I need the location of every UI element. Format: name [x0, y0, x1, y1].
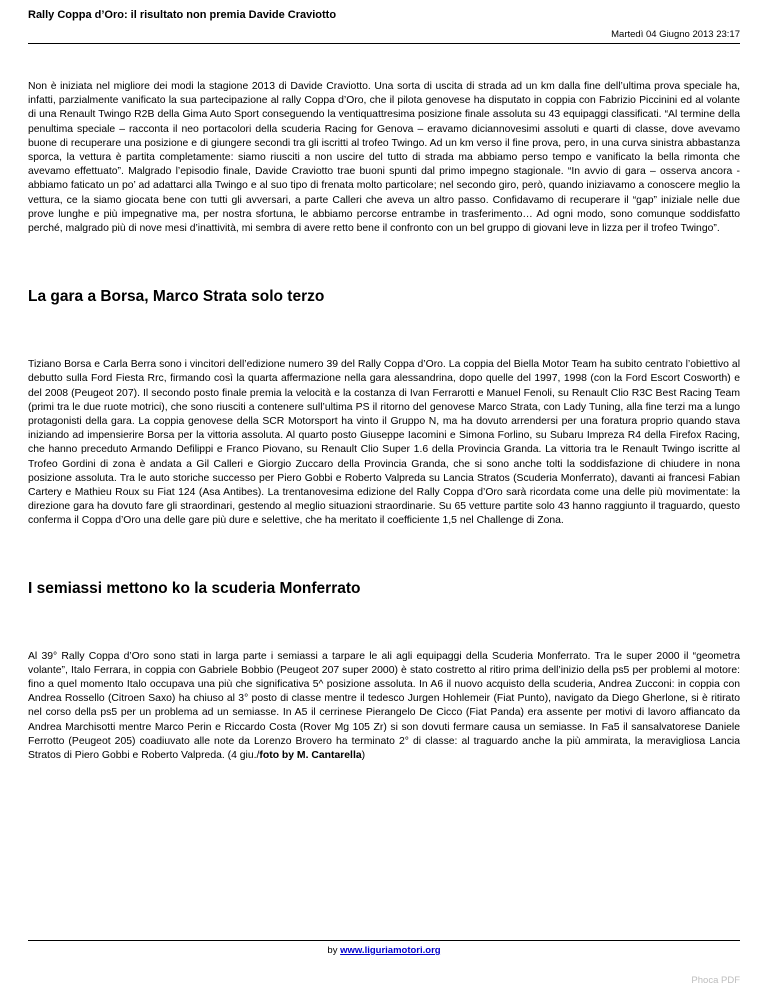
closing-paren: ) — [361, 750, 366, 762]
page-title: Rally Coppa d’Oro: il risultato non premia Davide Craviotto — [28, 9, 337, 21]
phoca-pdf-brand: Phoca PDF — [691, 975, 740, 986]
intro-paragraph: Non è iniziata nel migliore dei modi la stagione 2013 di Davide Craviotto. Una sorta di uscita di strada ad un km dalla fine dell’ultima prova speciale ha, infatti, parzialmente vanificato la sua partecipazione al rally Coppa d’Oro, che il pilota genovese ha disputato in coppia con Fabrizio Piccinini ed al volante di una Renault Twingo R2B della Gima Auto Sport conseguendo la ventiquattresima posizione finale assoluta su 43 equipaggi classificati. “Al termine della penultima speciale – racconta il neo portacolori della scuderia Racing for Genova – eravamo diciannovesimi assoluti e quarti di classe, dove avevamo buone di recuperare una posizione e di giungere secondi tra gli iscritti al trofeo Twingo. Ad un km verso il fine prova, pero, in una curva sinistra abbastanza sporca, la vettura è partita completamente: siamo riusciti a non uscire del tutto di strada ma abbiamo perso tempo e vanificato la bella rimonta che avevamo effettuato”. Malgrado l’episodio finale, Davide Craviotto trae buoni spunti dal primo impegno stagionale. “In avvio di gara – osserva ancora - abbiamo faticato un po’ ad adattarci alla Twingo e al suo tipo di frenata molto particolare; nel secondo giro, però, quando iniziavamo a conoscere meglio la vettura, ce la siamo giocata bene con tutti gli avversari, a parte Calleri che aveva un altro passo. Confidavamo di recuperare il “gap” iniziale nelle due prove lunghe e più impegnative ma, per nostra sfortuna, le abbiamo percorse entrambe in trasferimento… Ad ogni modo, sono comunque soddisfatto perché, malgrado più di nove mesi d’inattività, mi sembra di avere retto bene il confronto con un bel gruppo di giovani leve in lizza per il trofeo Twingo”. — [28, 81, 740, 235]
section-paragraph-monferrato — [28, 650, 740, 764]
article-body — [28, 80, 740, 763]
section-heading-monferrato: I semiassi mettono ko la scuderia Monferrato — [28, 579, 361, 597]
monferrato-text: Al 39° Rally Coppa d’Oro sono stati in larga parte i semiassi a tarpare le ali agli equipaggi della Scuderia Monferrato. Tra le super 2000 il “geometra volante”, Italo Ferrara, in coppia con Gabriele Bobbio (Peugeot 207 super 2000) è stato costretto al ritiro prima dell’inizio della ps5 per problemi al motore: fino a quel momento Italo occupava una più che significativa 5^ posizione assoluta. In A6 il nuovo acquisto della scuderia, Andrea Zucconi: in coppia con Andrea Rossello (Citroen Saxo) ha chiuso al 3° posto di classe mentre il tedesco Jurgen Hohlemeir (Fiat Punto), navigato da Diego Gherlone, si è ritirato nel corso della ps5 per un problema ad un semiasse. In A5 il cerrinese Pierangelo De Cicco (Fiat Panda) era assente per motivi di lavoro affiancato da Andrea Marchisotti mentre Marco Perin e Riccardo Costa (Rover Mg 105 Zr) si son dovuti fermare causa un semiasse. In Fa5 il sansalvatorese Daniele Ferrotto (Peugeot 205) coadiuvato alle note da Lorenzo Brovero ha terminato 2° di classe: al traguardo anche la più ammirata, la meravigliosa Lancia Stratos di Piero Gobbi e Roberto Valpreda. (4 giu./ — [28, 650, 740, 762]
section-heading-borsa: La gara a Borsa, Marco Strata solo terzo — [28, 288, 325, 306]
site-link[interactable]: www.liguriamotori.org — [340, 945, 441, 956]
footer-by-label: by — [327, 945, 341, 956]
section-paragraph-borsa: Tiziano Borsa e Carla Berra sono i vincitori dell’edizione numero 39 del Rally Coppa d’Oro. La coppia del Biella Motor Team ha subito centrato l’obiettivo al debutto sulla Ford Fiesta Rrc, firmando così la quarta affermazione nella gara alessandrina, dopo quelle del 1997, 1998 (con la Ford Escort Cosworth) e del 2008 (Peugeot 207). Il secondo posto finale premia la velocità e la costanza di Ivan Ferrarotti e Manuel Fenoli, su Renault Clio R3C Best Racing Team (primi tra le due ruote motrici), che sono riusciti a contenere sull’ultima PS il ritorno del genovese Marco Strata, con Lady Tuning, alla fine terzi ma a lungo protagonisti della gara. La coppia genovese della SCR Motorsport ha vinto il Gruppo N, ma ha dovuto arrendersi per una foratura proprio quando stava iniziando ad impensierire Borsa per la vittoria assoluta. Al quarto posto Giuseppe Iacomini e Simona Forlino, su Subaru Impreza R4 della Firefox Racing, che hanno preceduto Armando Defilippi e Franco Piovano, su Renault Clio Super 1.6 della Provincia Granda. La vittoria tra le Renault Twingo iscritte al Trofeo Gordini di zona è andata a Gil Calleri e Giorgio Zuccaro della Provincia Granda, che si sono anche tolti la soddisfazione di chiudere in nona posizione assoluta. Tra le auto storiche successo per Piero Gobbi e Roberto Valpreda su Lancia Stratos (Scuderia Monferrato), davanti ai francesi Fabian Cartery e Mathieu Roux su Fiat 124 (Asa Antibes). La trentanovesima edizione del Rally Coppa d’Oro sarà ricordata come una delle più movimentate: la direzione gara ha dovuto fare gli straordinari, gestendo al meglio situazioni straordinarie. Su 65 vetture partite solo 43 hanno raggiunto il traguardo, questo conferma il Coppa d’Oro una delle gare più dure e selettive, che ha meritato il coefficiente 1,5 nel Challenge di Zona. — [28, 359, 740, 527]
publish-date: Martedì 04 Giugno 2013 23:17 — [611, 29, 740, 40]
footer-divider — [28, 940, 740, 941]
header-divider — [28, 43, 740, 44]
footer-credit — [0, 945, 768, 956]
photo-credit: foto by M. Cantarella — [259, 750, 362, 762]
